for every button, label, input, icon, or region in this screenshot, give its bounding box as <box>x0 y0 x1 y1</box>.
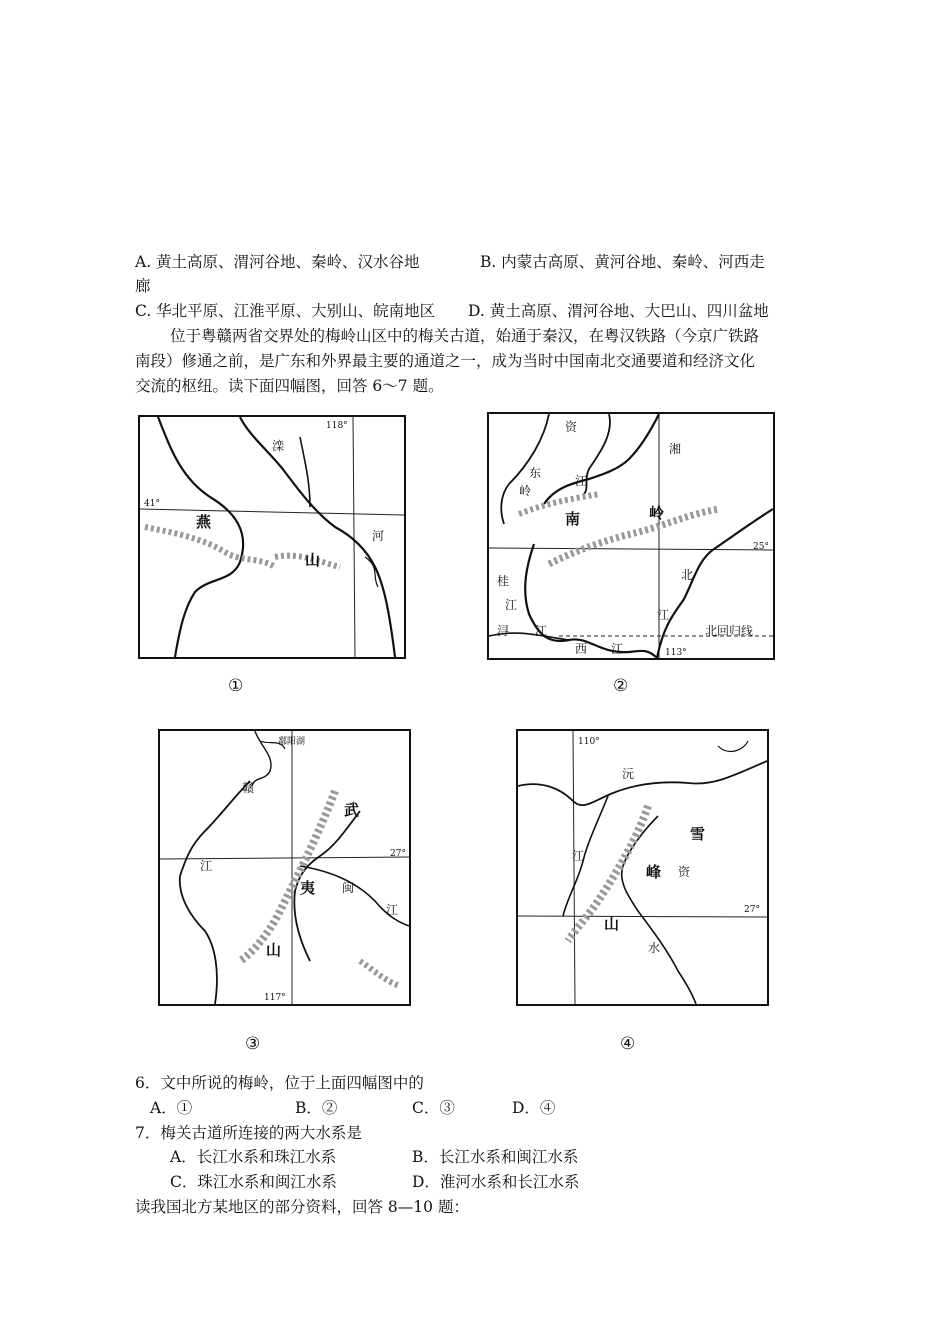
map-2-tropic-label: 北回归线 <box>705 624 754 638</box>
map-1 <box>138 415 406 659</box>
q6-option-d: D．④ <box>512 1099 556 1117</box>
map-3-lon: 117° <box>264 993 286 1003</box>
map-1-lat: 41° <box>144 499 160 509</box>
map-1-mountain-yan: 燕 <box>196 513 212 531</box>
map-2 <box>487 412 775 660</box>
map-2-label-ridge: 岭 <box>519 484 532 498</box>
map-4-lat: 27° <box>744 905 760 915</box>
map-2-jiang-4: 江 <box>611 642 624 656</box>
map-4-lon: 110° <box>578 737 600 747</box>
q6-option-b: B．② <box>295 1099 338 1117</box>
map-2-bei: 北 <box>681 568 694 582</box>
q5-option-a: A. 黄土高原、渭河谷地、秦岭、汉水谷地 <box>135 253 420 271</box>
map-4-shan: 山 <box>604 915 620 933</box>
map-4-zi: 资 <box>678 865 691 879</box>
q5-option-d: D. 黄土高原、渭河谷地、大巴山、四川盆地 <box>468 302 769 320</box>
q5-option-b: B. 内蒙古高原、黄河谷地、秦岭、河西走 <box>480 253 765 271</box>
map-2-xun: 浔 <box>497 624 510 638</box>
map-2-river-zi: 资 <box>565 420 578 434</box>
q7-option-a: A．长江水系和珠江水系 <box>170 1148 337 1166</box>
map-3 <box>158 729 411 1006</box>
map-1-drawing <box>140 417 404 657</box>
q5-option-c: C. 华北平原、江淮平原、大别山、皖南地区 <box>135 302 436 320</box>
map-4-xue: 雪 <box>690 825 706 843</box>
map-1-river-he: 河 <box>372 529 385 543</box>
map-3-shan: 山 <box>266 941 282 959</box>
map-3-number: ③ <box>245 1034 261 1054</box>
map-3-gan: 赣 <box>242 781 255 795</box>
map-4-number: ④ <box>620 1034 636 1054</box>
map-2-jiang-1: 江 <box>575 474 588 488</box>
map-4-jiang: 江 <box>572 849 585 863</box>
map-3-lat: 27° <box>390 849 406 859</box>
map-3-wu: 武 <box>344 801 360 819</box>
map-2-lat: 25° <box>753 542 769 552</box>
map-4-drawing <box>518 731 767 1004</box>
map-2-nan: 南 <box>565 510 581 528</box>
map-2-gui: 桂 <box>497 574 510 588</box>
map-2-river-xiang: 湘 <box>669 442 682 456</box>
q7-option-c: C．珠江水系和闽江水系 <box>170 1173 337 1191</box>
map-4 <box>516 729 769 1006</box>
map-1-mountain-shan: 山 <box>305 551 321 569</box>
q6-option-c: C．③ <box>412 1099 455 1117</box>
map-4-shui: 水 <box>648 941 661 955</box>
q7-option-d: D．淮河水系和长江水系 <box>412 1173 580 1191</box>
map-2-jiang-3: 江 <box>535 624 548 638</box>
q6-stem: 6．文中所说的梅岭，位于上面四幅图中的 <box>135 1074 424 1092</box>
map-3-drawing <box>160 731 409 1004</box>
section-intro-8-10: 读我国北方某地区的部分资料，回答 8—10 题： <box>135 1198 469 1216</box>
passage-line-1: 位于粤赣两省交界处的梅岭山区中的梅关古道，始通于秦汉，在粤汉铁路（今京广铁路 <box>170 327 760 345</box>
map-3-jiang-2: 江 <box>386 903 399 917</box>
map-3-min: 闽 <box>342 881 355 895</box>
map-4-yuan: 沅 <box>622 767 635 781</box>
q5-option-b-continued: 廊 <box>135 277 151 295</box>
map-2-jiang-5: 江 <box>657 608 670 622</box>
map-2-number: ② <box>613 676 629 696</box>
map-4-feng: 峰 <box>646 863 662 881</box>
q6-option-a: A．① <box>150 1099 193 1117</box>
passage-line-2: 南段）修通之前，是广东和外界最主要的通道之一，成为当时中国南北交通要道和经济文化 <box>135 352 756 370</box>
map-2-drawing <box>489 414 773 658</box>
q7-stem: 7．梅关古道所连接的两大水系是 <box>135 1124 362 1142</box>
map-3-yi: 夷 <box>300 879 316 897</box>
map-1-number: ① <box>228 676 244 696</box>
passage-line-3: 交流的枢纽。读下面四幅图，回答 6～7 题。 <box>135 377 444 395</box>
map-1-river-luan: 滦 <box>272 439 285 453</box>
map-1-lon: 118° <box>326 421 348 431</box>
map-2-lon: 113° <box>665 648 687 658</box>
q7-option-b: B．长江水系和闽江水系 <box>412 1148 579 1166</box>
map-3-jiang-1: 江 <box>200 859 213 873</box>
map-2-jiang-2: 江 <box>505 598 518 612</box>
map-2-ling: 岭 <box>649 504 665 522</box>
map-3-lake: 鄱阳湖 <box>278 737 306 747</box>
map-2-xi: 西 <box>575 642 588 656</box>
map-2-label-dong: 东 <box>529 466 542 480</box>
